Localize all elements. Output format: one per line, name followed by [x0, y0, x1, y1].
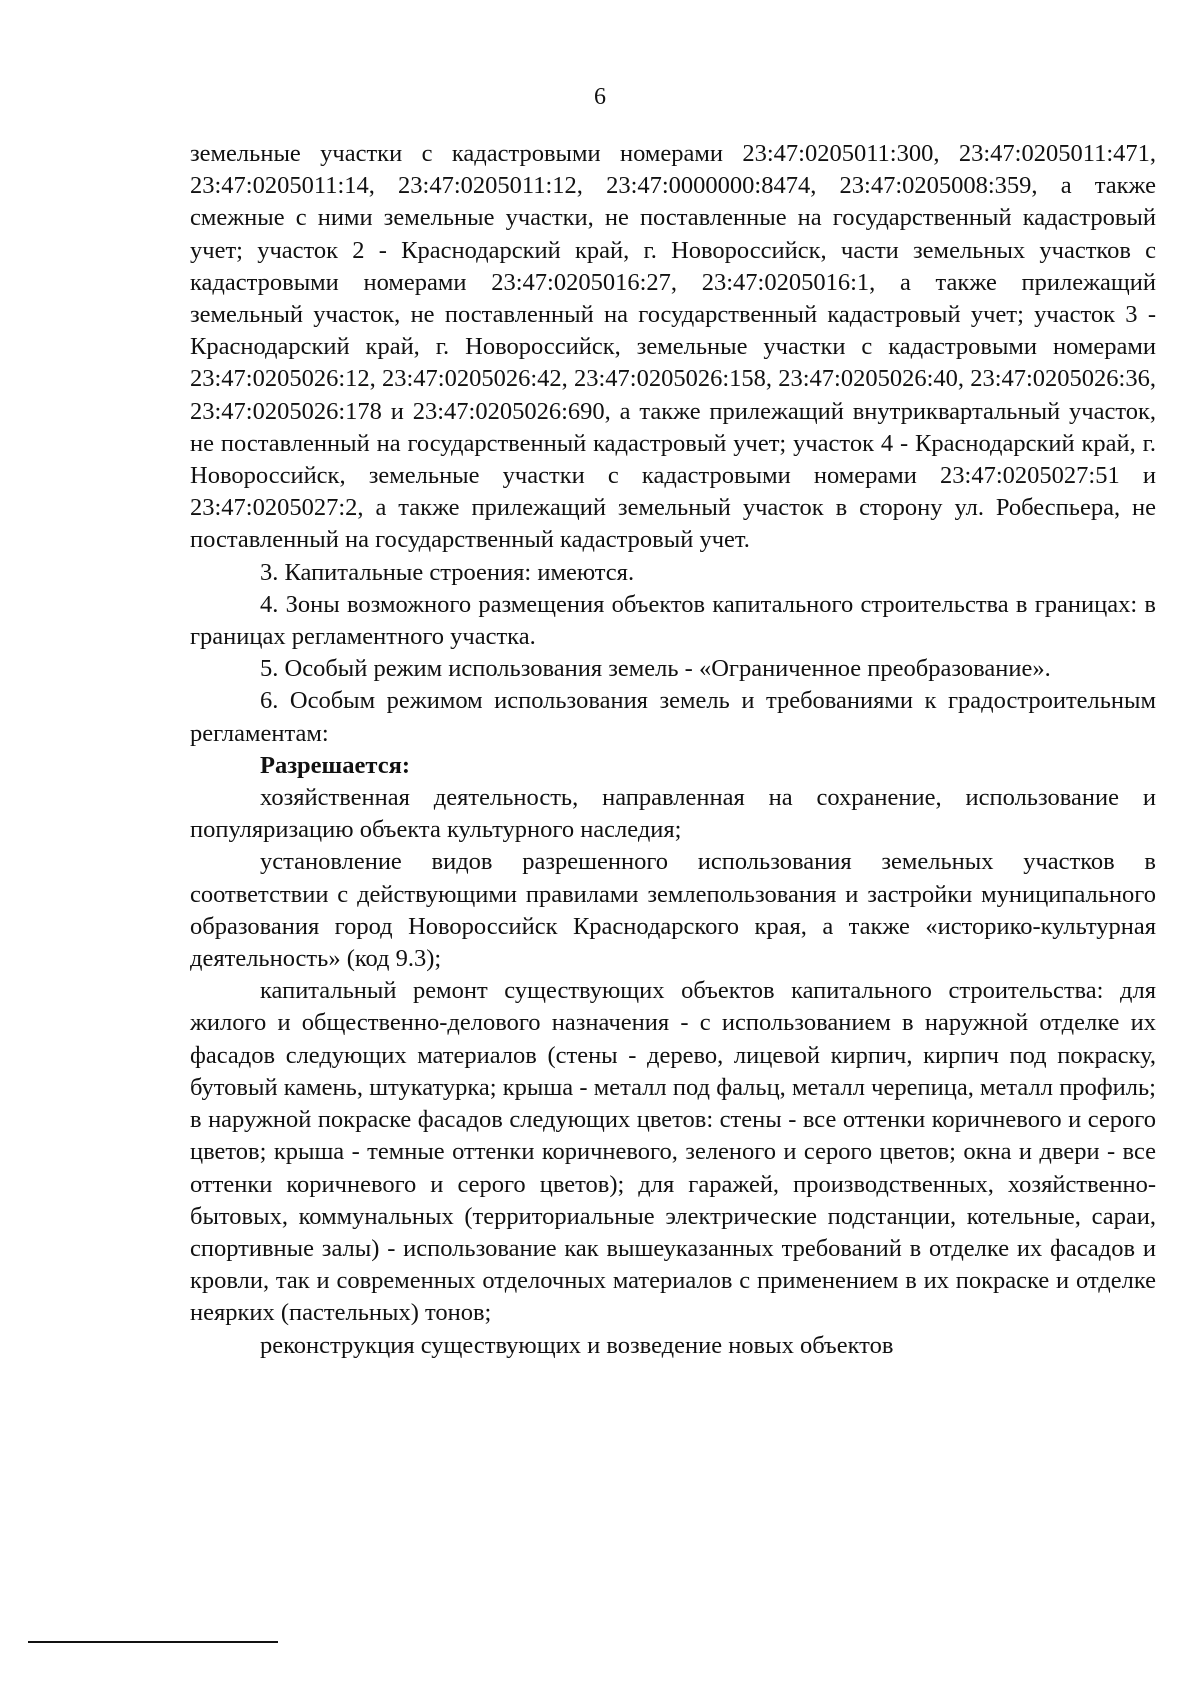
- paragraph-permitted-use: установление видов разрешенного использования земельных участков в соответствии с действующими правилами землепользования и застройки муниципального образования город Новороссийск Краснодарского края, а также «историко-культурная деятельность» (код 9.3);: [190, 848, 1156, 973]
- paragraph-economic-activity: хозяйственная деятельность, направленная на сохранение, использование и популяризацию объекта культурного наследия;: [190, 784, 1156, 844]
- page-number: 6: [594, 84, 606, 110]
- paragraph-capital-structures: 3. Капитальные строения: имеются.: [260, 558, 635, 586]
- paragraph-regime-requirements: 6. Особым режимом использования земель и требованиями к градостроительным регламентам:: [190, 687, 1156, 747]
- document-body: [190, 138, 1156, 1362]
- paragraph-placement-zones: 4. Зоны возможного размещения объектов капитального строительства в границах: в границах регламентного участка.: [190, 590, 1156, 651]
- paragraph-capital-repair: капитальный ремонт существующих объектов капитального строительства: для жилого и общественно-делового назначения - с использованием в наружной отделке их фасадов следующих материалов (стены - дерево, лицевой кирпич, кирпич под покраску, бутовый камень, штукатурка; крыша - металл под фальц, металл черепица, металл профиль; в наружной покраске фасадов следующих цветов: стены - все оттенки коричневого и серого цветов; крыша - темные оттенки коричневого, зеленого и серого цветов; окна и двери - все оттенки коричневого и серого цветов); для гаражей, производственных, хозяйственно-бытовых, коммунальных (территориальные электрические подстанции, котельные, сараи, спортивные залы) - использование как вышеуказанных требований в отделке их фасадов и кровли, так и современных отделочных материалов с применением в их покраске и отделке неярких (пастельных) тонов;: [190, 977, 1156, 1327]
- paragraph-land-plots: земельные участки с кадастровыми номерами 23:47:0205011:300, 23:47:0205011:471, 23:47:0205011:14, 23:47:0205011:12, 23:47:0000000:8474, 23:47:0205008:359, а также смежные с ними земельные участки, не поставленные на государственный кадастровый учет; участок 2 - Краснодарский край, г. Новороссийск, части земельных участков с кадастровыми номерами 23:47:0205016:27, 23:47:0205016:1, а также прилежащий земельный участок, не поставленный на государственный кадастровый учет; участок 3 - Краснодарский край, г. Новороссийск, земельные участки с кадастровыми номерами 23:47:0205026:12, 23:47:0205026:42, 23:47:0205026:158, 23:47:0205026:40, 23:47:0205026:36, 23:47:0205026:178 и 23:47:0205026:690, а также прилежащий внутриквартальный участок, не поставленный на государственный кадастровый учет; участок 4 - Краснодарский край, г. Новороссийск, земельные участки с кадастровыми номерами 23:47:0205027:51 и 23:47:0205027:2, а также прилежащий земельный участок в сторону ул. Робеспьера, не поставленный на государственный кадастровый учет.: [190, 140, 1156, 554]
- footnote-rule: [28, 1641, 278, 1643]
- heading-permitted: Разрешается:: [260, 751, 410, 779]
- paragraph-special-regime: 5. Особый режим использования земель - «Ограниченное преобразование».: [260, 655, 1051, 683]
- paragraph-reconstruction: реконструкция существующих и возведение новых объектов: [260, 1331, 894, 1359]
